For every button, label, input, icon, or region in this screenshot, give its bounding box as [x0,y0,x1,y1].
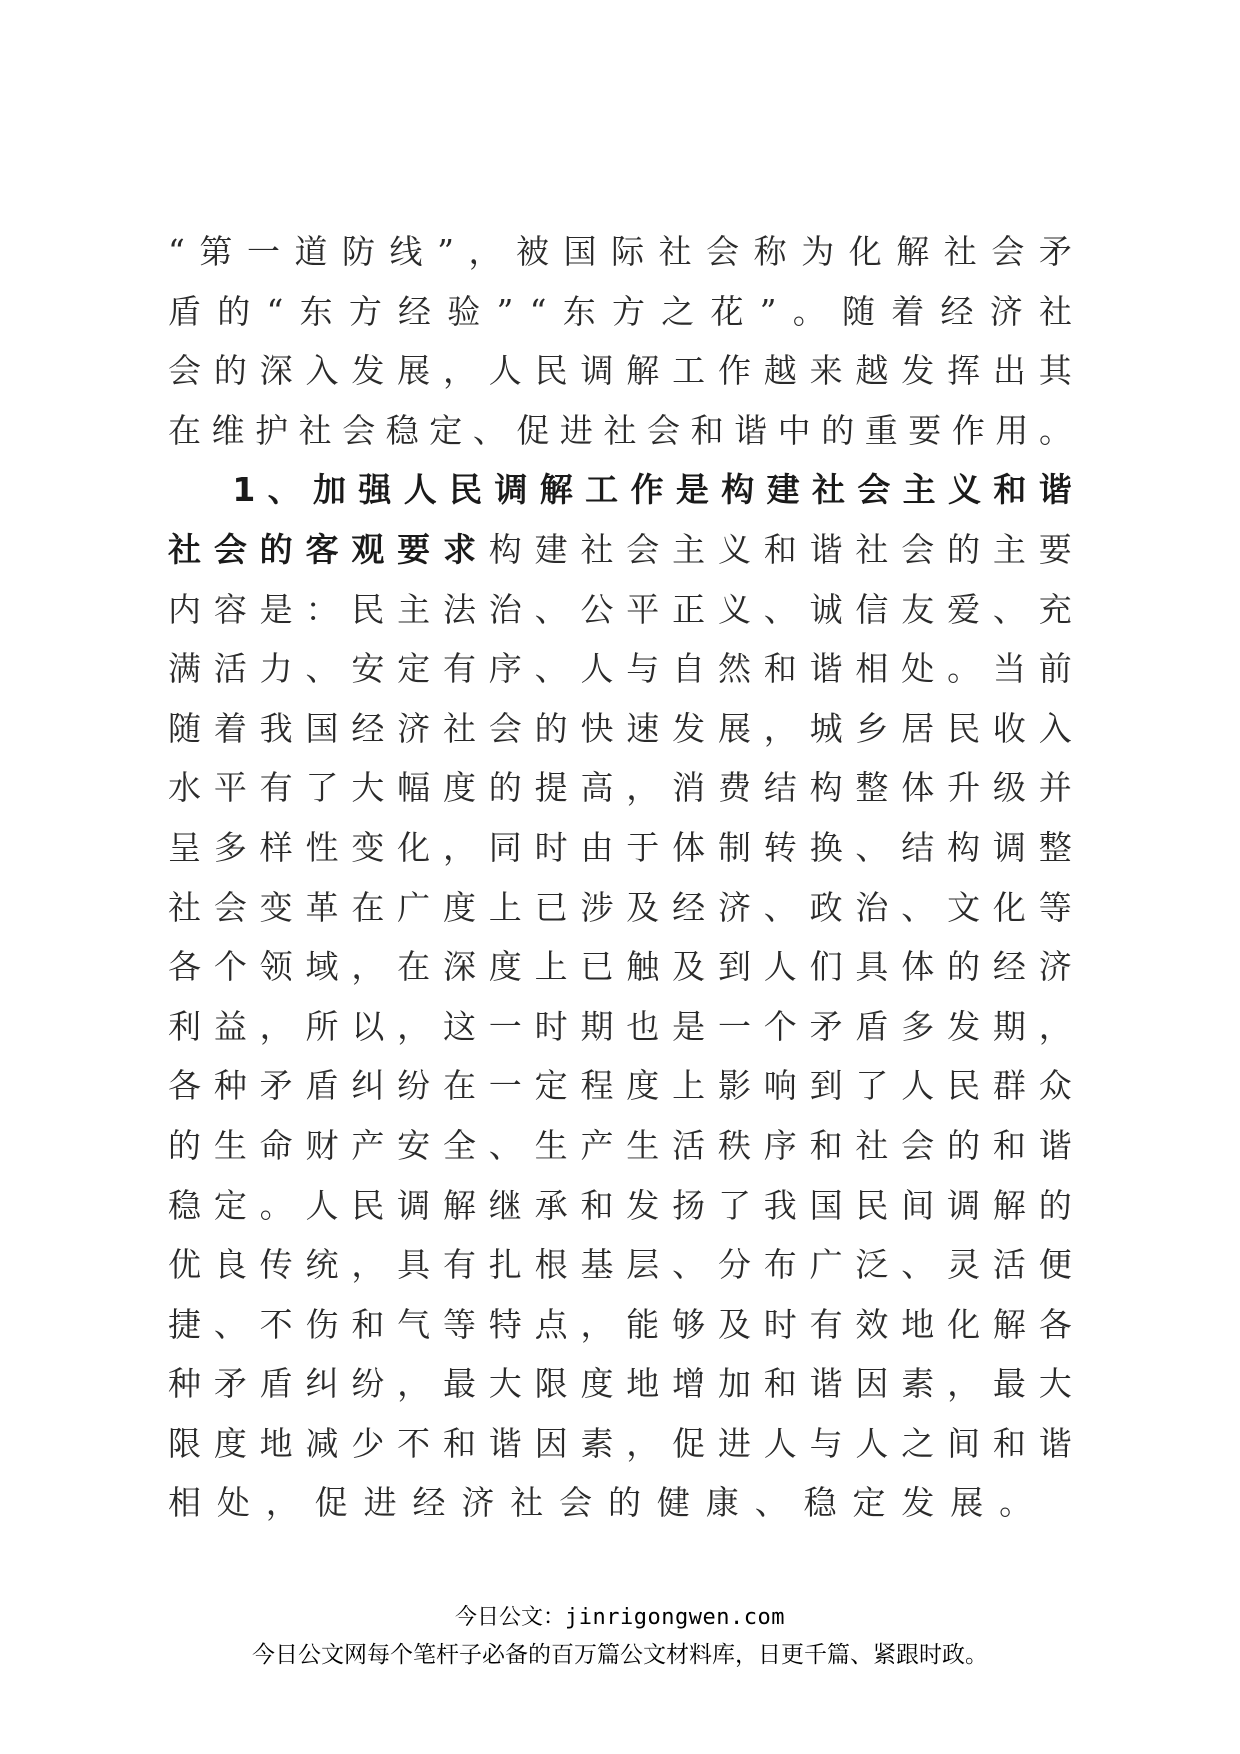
text-line: 1 、 加 强 人 民 调 解 工 作 是 构 建 社 会 主 义 和 谐 [232,470,1072,510]
footer-site-url[interactable]: jinrigongwen.com [565,1605,785,1630]
text-line: 在 维 护 社 会 稳 定 、 促 进 社 会 和 谐 中 的 重 要 作 用 。 [168,410,1072,450]
text-line: 优 良 传 统 ， 具 有 扎 根 基 层 、 分 布 广 泛 、 灵 活 便 [168,1245,1072,1285]
text-line: 水 平 有 了 大 幅 度 的 提 高 ， 消 费 结 构 整 体 升 级 并 [168,768,1072,808]
text-line: 各 个 领 域 ， 在 深 度 上 已 触 及 到 人 们 具 体 的 经 济 [168,947,1072,987]
text-line: 限 度 地 减 少 不 和 谐 因 素 ， 促 进 人 与 人 之 间 和 谐 [168,1423,1072,1463]
footer-slogan: 今日公文网每个笔杆子必备的百万篇公文材料库，日更千篇、紧跟时政。 [252,1642,988,1668]
text-line: 会 的 深 入 发 展 ， 人 民 调 解 工 作 越 来 越 发 挥 出 其 [168,351,1072,391]
footer-site-line [0,1600,1240,1631]
document-body [168,222,1072,1533]
text-line: 相 处 ， 促 进 经 济 社 会 的 健 康 、 稳 定 发 展 。 [168,1483,1033,1523]
text-line: 满 活 力 、 安 定 有 序 、 人 与 自 然 和 谐 相 处 。 当 前 [168,649,1072,689]
text-line: 的 生 命 财 产 安 全 、 生 产 生 活 秩 序 和 社 会 的 和 谐 [168,1125,1072,1165]
text-line: “ 第 一 道 防 线 ” ， 被 国 际 社 会 称 为 化 解 社 会 矛 [168,232,1072,271]
text-line: 社 会 的 客 观 要 求 构 建 社 会 主 义 和 谐 社 会 的 主 要 [168,529,1072,569]
text-line: 社 会 变 革 在 广 度 上 已 涉 及 经 济 、 政 治 、 文 化 等 [168,887,1072,927]
footer-site-label: 今日公文： [455,1605,566,1630]
text-line: 内 容 是 ： 民 主 法 治 、 公 平 正 义 、 诚 信 友 爱 、 充 [168,589,1072,629]
text-line: 呈 多 样 性 变 化 ， 同 时 由 于 体 制 转 换 、 结 构 调 整 [168,827,1072,867]
text-line: 稳 定 。 人 民 调 解 继 承 和 发 扬 了 我 国 民 间 调 解 的 [168,1185,1072,1225]
text-line: 捷 、 不 伤 和 气 等 特 点 ， 能 够 及 时 有 效 地 化 解 各 [168,1304,1072,1344]
text-line: 盾 的 “ 东 方 经 验 ” “ 东 方 之 花 ” 。 随 着 经 济 社 [168,291,1072,331]
text-line: 各 种 矛 盾 纠 纷 在 一 定 程 度 上 影 响 到 了 人 民 群 众 [168,1066,1072,1106]
text-line: 利 益 ， 所 以 ， 这 一 时 期 也 是 一 个 矛 盾 多 发 期 ， [168,1006,1072,1046]
text-line: 随 着 我 国 经 济 社 会 的 快 速 发 展 ， 城 乡 居 民 收 入 [168,708,1072,748]
text-line: 种 矛 盾 纠 纷 ， 最 大 限 度 地 增 加 和 谐 因 素 ， 最 大 [168,1364,1072,1404]
